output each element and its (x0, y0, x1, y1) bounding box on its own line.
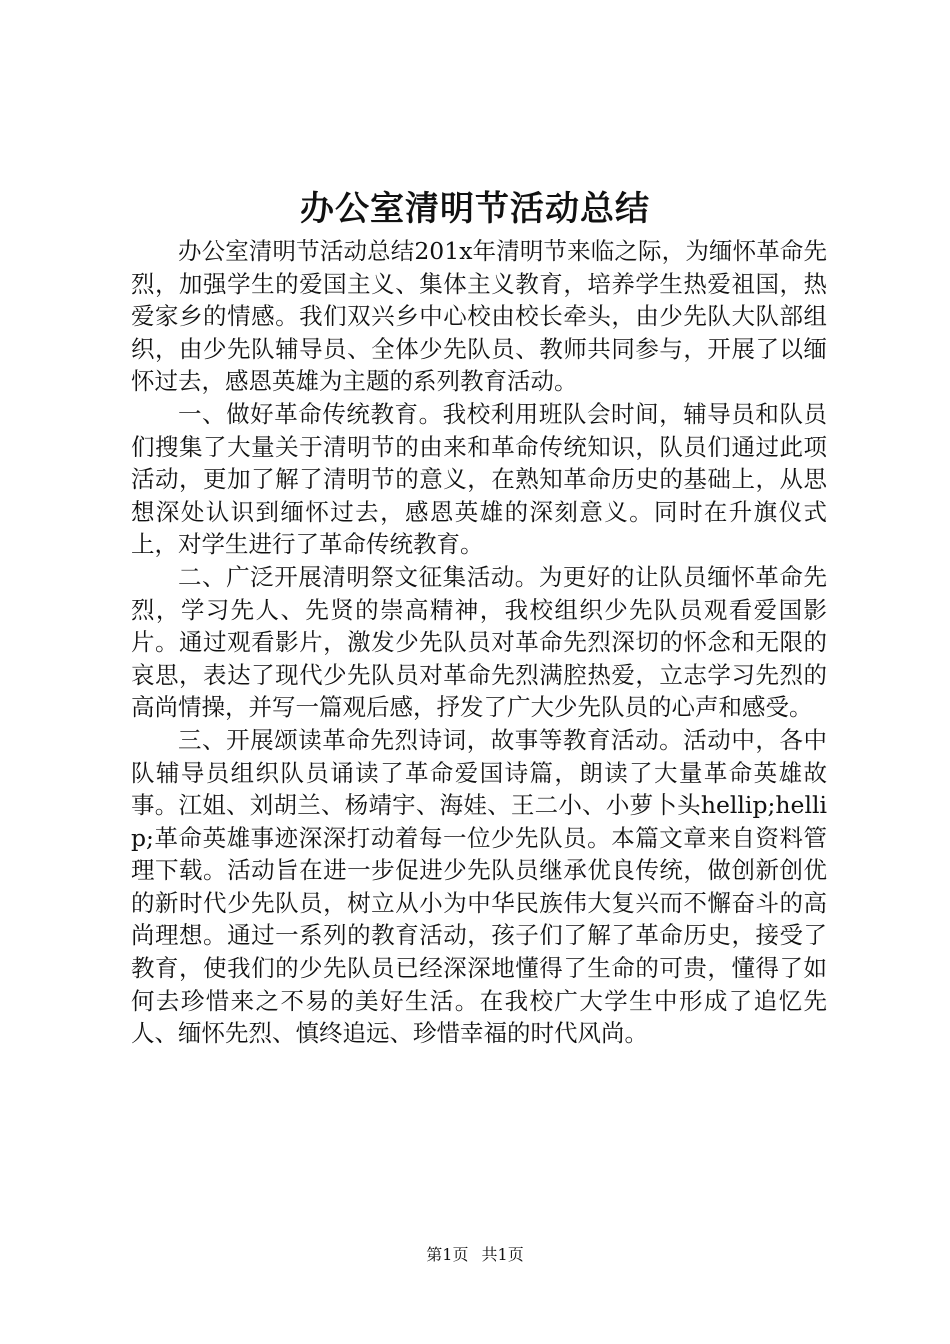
page-footer (0, 1244, 950, 1266)
paragraph-section-1: 一、做好革命传统教育。我校利用班队会时间，辅导员和队员们搜集了大量关于清明节的由来和革命传统知识，队员们通过此项活动，更加了解了清明节的意义，在熟知革命历史的基础上，从思想深处认识到缅怀过去，感恩英雄的深刻意义。同时在升旗仪式上，对学生进行了革命传统教育。 (131, 399, 827, 559)
document-title: 办公室清明节活动总结 (300, 189, 650, 229)
document-body (131, 235, 827, 1050)
page-number: 第1页 (426, 1245, 469, 1264)
paragraph-section-3: 三、开展颂读革命先烈诗词，故事等教育活动。活动中，各中队辅导员组织队员诵读了革命爱国诗篇，朗读了大量革命英雄故事。江姐、刘胡兰、杨靖宇、海娃、王二小、小萝卜头hellip;hellip;革命英雄事迹深深打动着每一位少先队员。本篇文章来自资料管理下载。活动旨在进一步促进少先队员继承优良传统，做创新创优的新时代少先队员，树立从小为中华民族伟大复兴而不懈奋斗的高尚理想。通过一系列的教育活动，孩子们了解了革命历史，接受了教育，使我们的少先队员已经深深地懂得了生命的可贵，懂得了如何去珍惜来之不易的美好生活。在我校广大学生中形成了追忆先人、缅怀先烈、慎终追远、珍惜幸福的时代风尚。 (131, 725, 827, 1048)
paragraph-section-2: 二、广泛开展清明祭文征集活动。为更好的让队员缅怀革命先烈，学习先人、先贤的崇高精神，我校组织少先队员观看爱国影片。通过观看影片，激发少先队员对革命先烈深切的怀念和无限的哀思，表达了现代少先队员对革命先烈满腔热爱，立志学习先烈的高尚情操，并写一篇观后感，抒发了广大少先队员的心声和感受。 (131, 562, 827, 722)
paragraph-intro: 办公室清明节活动总结201x年清明节来临之际，为缅怀革命先烈，加强学生的爱国主义、集体主义教育，培养学生热爱祖国，热爱家乡的情感。我们双兴乡中心校由校长牵头，由少先队大队部组织，由少先队辅导员、全体少先队员、教师共同参与，开展了以缅怀过去，感恩英雄为主题的系列教育活动。 (131, 237, 827, 396)
page-total: 共1页 (481, 1245, 524, 1264)
